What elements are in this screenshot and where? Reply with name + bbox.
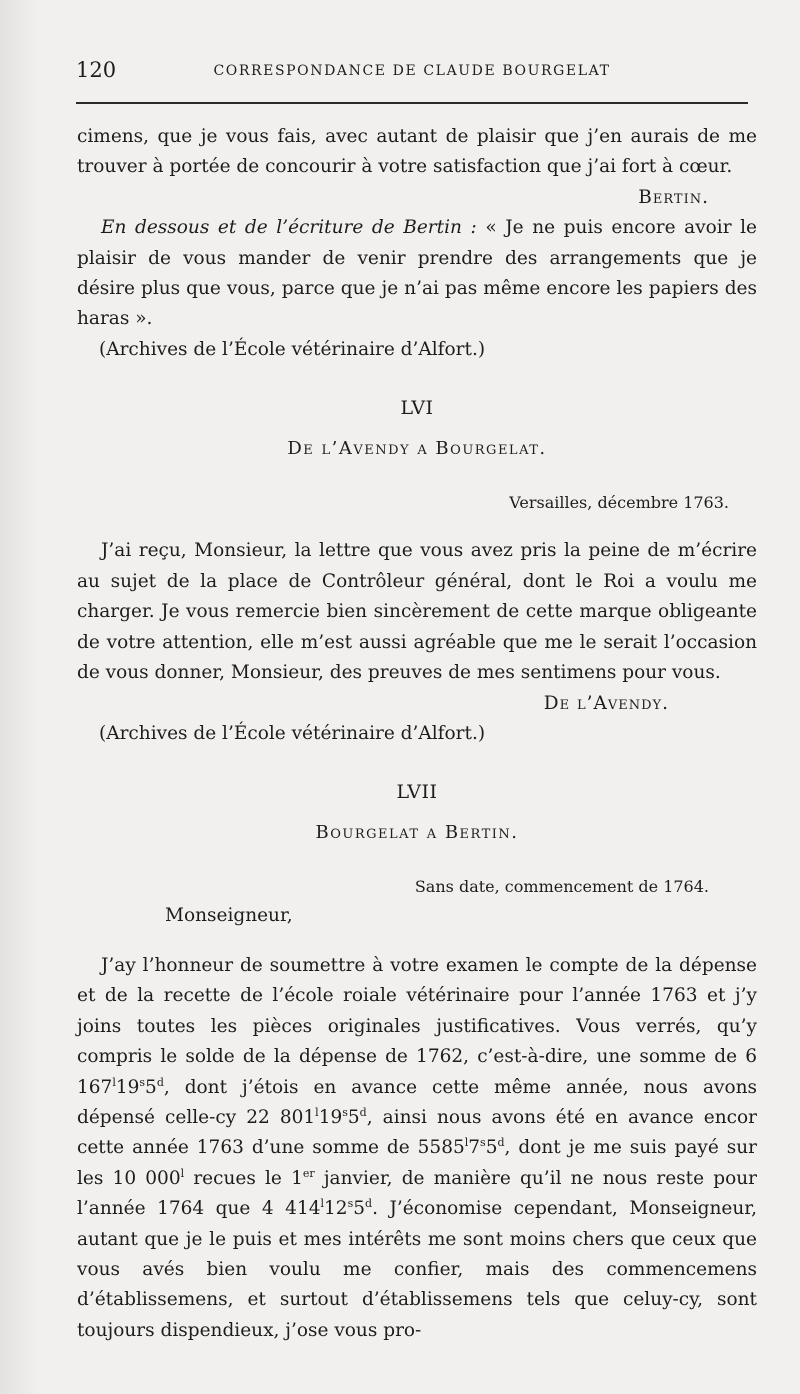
superscript: d xyxy=(365,1197,373,1211)
letter-number-lvii: LVII xyxy=(396,781,438,804)
superscript: er xyxy=(302,1166,315,1180)
editor-note xyxy=(77,213,757,335)
superscript: d xyxy=(359,1105,367,1119)
letter-date-lvi: Versailles, décembre 1763. xyxy=(509,493,729,513)
superscript: s xyxy=(347,1197,354,1211)
text-run: recues le 1 xyxy=(184,1167,303,1189)
superscript: l xyxy=(112,1075,116,1089)
signature-bertin: Bertin. xyxy=(638,186,709,208)
superscript: l xyxy=(315,1105,319,1119)
text-run: 5 xyxy=(353,1198,366,1220)
page-body xyxy=(77,122,757,1346)
superscript: l xyxy=(320,1197,325,1211)
page-shadow xyxy=(0,0,40,1394)
archive-reference-2: (Archives de l’École vétérinaire d’Alfort.) xyxy=(99,722,486,744)
text-run: 5 xyxy=(485,1137,498,1159)
letter-number-lvi: LVI xyxy=(400,397,434,420)
letter-title-lvii: Bourgelat a Bertin. xyxy=(315,821,519,843)
superscript: l xyxy=(464,1136,469,1150)
text-run: , ainsi nous avons été en avance encor cette année 1763 d’une somme de 5585 xyxy=(77,1106,757,1159)
editor-note-italic: En dessous et de l’écriture de Bertin : xyxy=(101,217,477,239)
letter-title-lvi: De l’Avendy a Bourgelat. xyxy=(287,437,547,459)
superscript: s xyxy=(342,1105,348,1119)
text-run: 5 xyxy=(347,1106,360,1128)
superscript: l xyxy=(180,1166,185,1180)
page-header xyxy=(76,58,748,88)
superscript: d xyxy=(156,1075,164,1089)
salutation: Monseigneur, xyxy=(165,904,293,926)
text-run: 19 xyxy=(115,1076,140,1098)
letter-body-lvii xyxy=(77,951,757,1346)
text-run: 12 xyxy=(324,1198,348,1220)
header-rule xyxy=(76,102,748,104)
text-run: . J’économise cependant, Monseigneur, autant que je le puis et mes intérêts me sont moins chers que ceux que vous avés bien voulu me confier, mais des commencemens d’établissemens, et surtout d’établissemens tels que celuy-cy, sont toujours dispendieux, j’ose vous pro- xyxy=(77,1198,757,1341)
text-run: 19 xyxy=(318,1106,343,1128)
text-run: , dont j’étois en avance cette même année, nous avons dépensé celle-cy 22 801 xyxy=(77,1076,757,1128)
superscript: d xyxy=(497,1136,505,1150)
letter-date-lvii: Sans date, commencement de 1764. xyxy=(414,877,709,897)
signature-de-l-avendy: De l’Avendy. xyxy=(543,692,669,714)
page-number: 120 xyxy=(76,58,117,82)
editor-note-text: « Je ne puis encore avoir le plaisir de vous mander de venir prendre des arrangements que je désire plus que vous, parce que je n’ai pas même encore les papiers des haras ». xyxy=(77,217,757,330)
superscript: s xyxy=(139,1075,146,1089)
archive-reference-1: (Archives de l’École vétérinaire d’Alfort.) xyxy=(99,338,486,360)
paragraph-continuation: cimens, que je vous fais, avec autant de plaisir que j’en aurais de me trouver à portée de concourir à votre satisfaction que j’ai fort à cœur. xyxy=(77,126,757,178)
running-title: CORRESPONDANCE DE CLAUDE BOURGELAT xyxy=(213,63,611,79)
text-run: , dont je me suis payé sur les 10 000 xyxy=(77,1137,757,1189)
text-run: janvier, de manière qu’il ne nous reste pour l’année 1764 que 4 414 xyxy=(77,1167,757,1220)
letter-body-lvi: J’ai reçu, Monsieur, la lettre que vous avez pris la peine de m’écrire au sujet de la place de Contrôleur général, dont le Roi a voulu me charger. Je vous remercie bien sincèrement de cette marque obligeante de votre attention, elle m’est aussi agréable que me le serait l’occasion de vous donner, Monsieur, des preuves de mes sentimens pour vous. xyxy=(77,540,757,684)
text-run: J’ay l’honneur de soumettre à votre examen le compte de la dépense et de la recette de l’école roiale vétérinaire pour l’année 1763 et j’y joins toutes les pièces originales justificatives. Vous verrés, qu’y compris le solde de la dépense de 1762, c’est-à-dire, une somme de 6 167 xyxy=(77,954,757,1098)
superscript: s xyxy=(480,1136,486,1150)
text-run: 5 xyxy=(145,1076,157,1098)
text-run: 7 xyxy=(468,1137,481,1159)
